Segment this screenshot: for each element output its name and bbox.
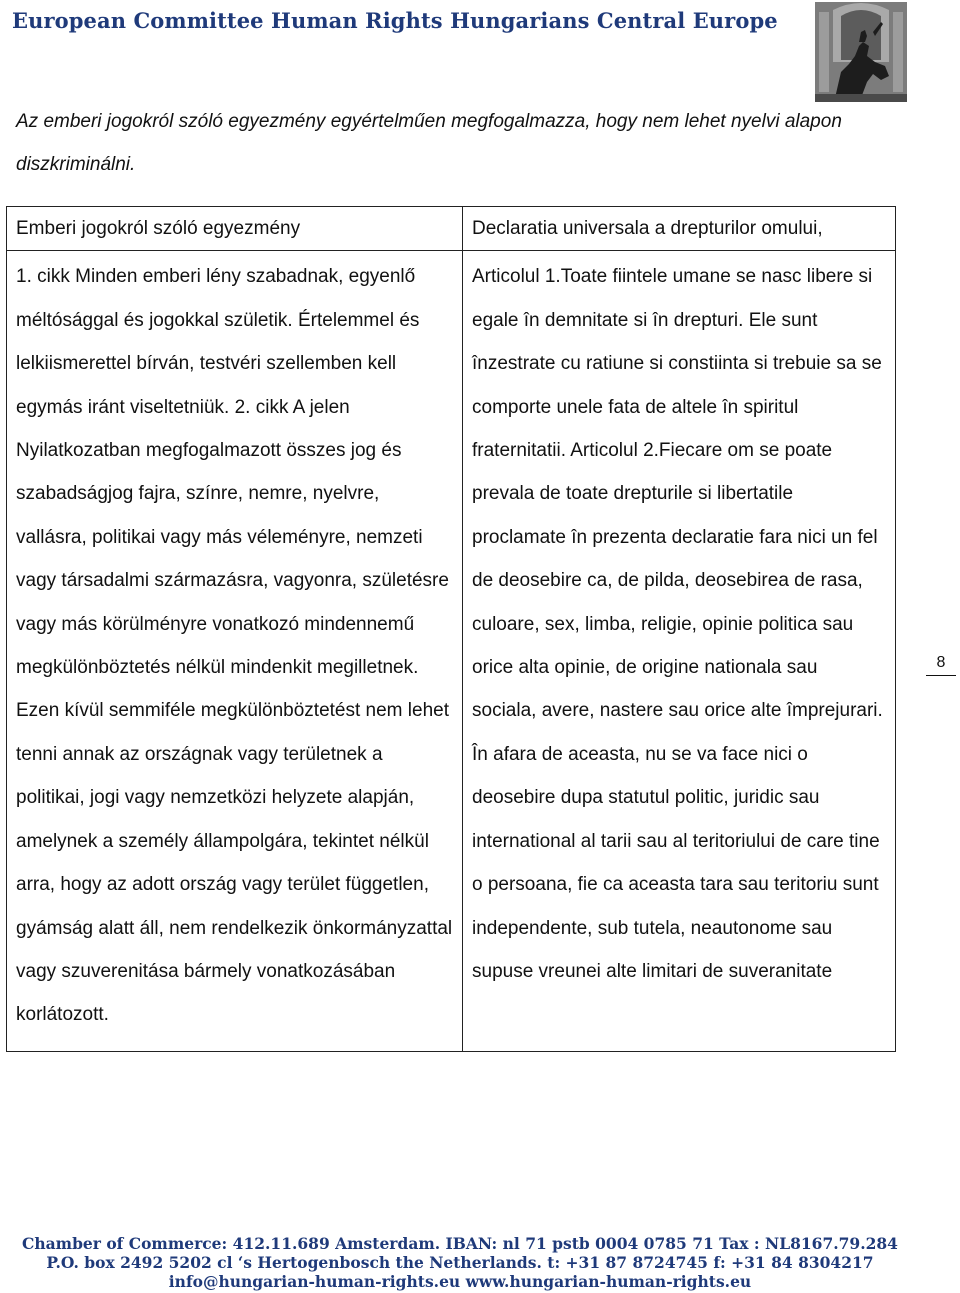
header-title: European Committee Human Rights Hungarians Central Europe xyxy=(12,8,778,33)
table-header-row xyxy=(7,207,896,251)
header-cell-romanian: Declaratia universala a drepturilor omului, xyxy=(463,207,896,251)
page-number: 8 xyxy=(926,654,956,676)
body-cell-hungarian: 1. cikk Minden emberi lény szabadnak, egyenlő méltósággal és jogokkal születik. Értelemmel és lelkiismerettel bírván, testvéri szellemben kell egymás iránt viseltetniük. 2. cikk A jelen Nyilatkozatban megfogalmazott összes jog és szabadságjog fajra, színre, nemre, nyelvre, vallásra, politikai vagy más véleményre, nemzeti vagy társadalmi származásra, vagyonra, születésre vagy más körülményre vonatkozó mindennemű megkülönböztetés nélkül mindenkit megilletnek. Ezen kívül semmiféle megkülönböztetést nem lehet tenni annak az országnak vagy területnek a politikai, jogi vagy nemzetközi helyzete alapján, amelynek a személy állampolgára, tekintet nélkül arra, hogy az adott ország vagy terület független, gyámság alatt áll, nem rendelkezik önkormányzattal vagy szuverenitása bármely vonatkozásában korlátozott. xyxy=(7,251,463,1051)
comparison-table xyxy=(6,206,896,1052)
intro-paragraph: Az emberi jogokról szóló egyezmény egyértelműen megfogalmazza, hogy nem lehet nyelvi alapon diszkriminálni. xyxy=(16,111,842,175)
footer xyxy=(0,1234,920,1291)
footer-line-contact: info@hungarian-human-rights.eu www.hungarian-human-rights.eu xyxy=(168,1272,752,1291)
statue-equestrian-icon xyxy=(815,2,907,102)
footer-line-registration: Chamber of Commerce: 412.11.689 Amsterdam. IBAN: nl 71 pstb 0004 0785 71 Tax : NL8167.79.284 xyxy=(22,1234,898,1253)
header-cell-hungarian: Emberi jogokról szóló egyezmény xyxy=(7,207,463,251)
body-cell-romanian: Articolul 1.Toate fiintele umane se nasc libere si egale în demnitate si în drepturi. Ele sunt înzestrate cu ratiune si constiinta si trebuie sa se comporte unele fata de altele în spiritul fraternitatii. Articolul 2.Fiecare om se poate prevala de toate drepturile si libertatile proclamate în prezenta declaratie fara nici un fel de deosebire ca, de pilda, deosebirea de rasa, culoare, sex, limba, religie, opinie politica sau orice alta opinie, de origine nationala sau sociala, avere, nastere sau orice alte împrejurari. În afara de aceasta, nu se va face nici o deosebire dupa statutul politic, juridic sau international al tarii sau al teritoriului de care tine o persoana, fie ca aceasta tara sau teritoriu sunt independente, sub tutela, neautonome sau supuse vreunei alte limitari de suveranitate xyxy=(463,251,896,1051)
footer-line-address: P.O. box 2492 5202 cl ‘s Hertogenbosch the Netherlands. t: +31 87 8724745 f: +31 84 8304217 xyxy=(46,1253,874,1272)
table-body-row xyxy=(7,251,896,1051)
